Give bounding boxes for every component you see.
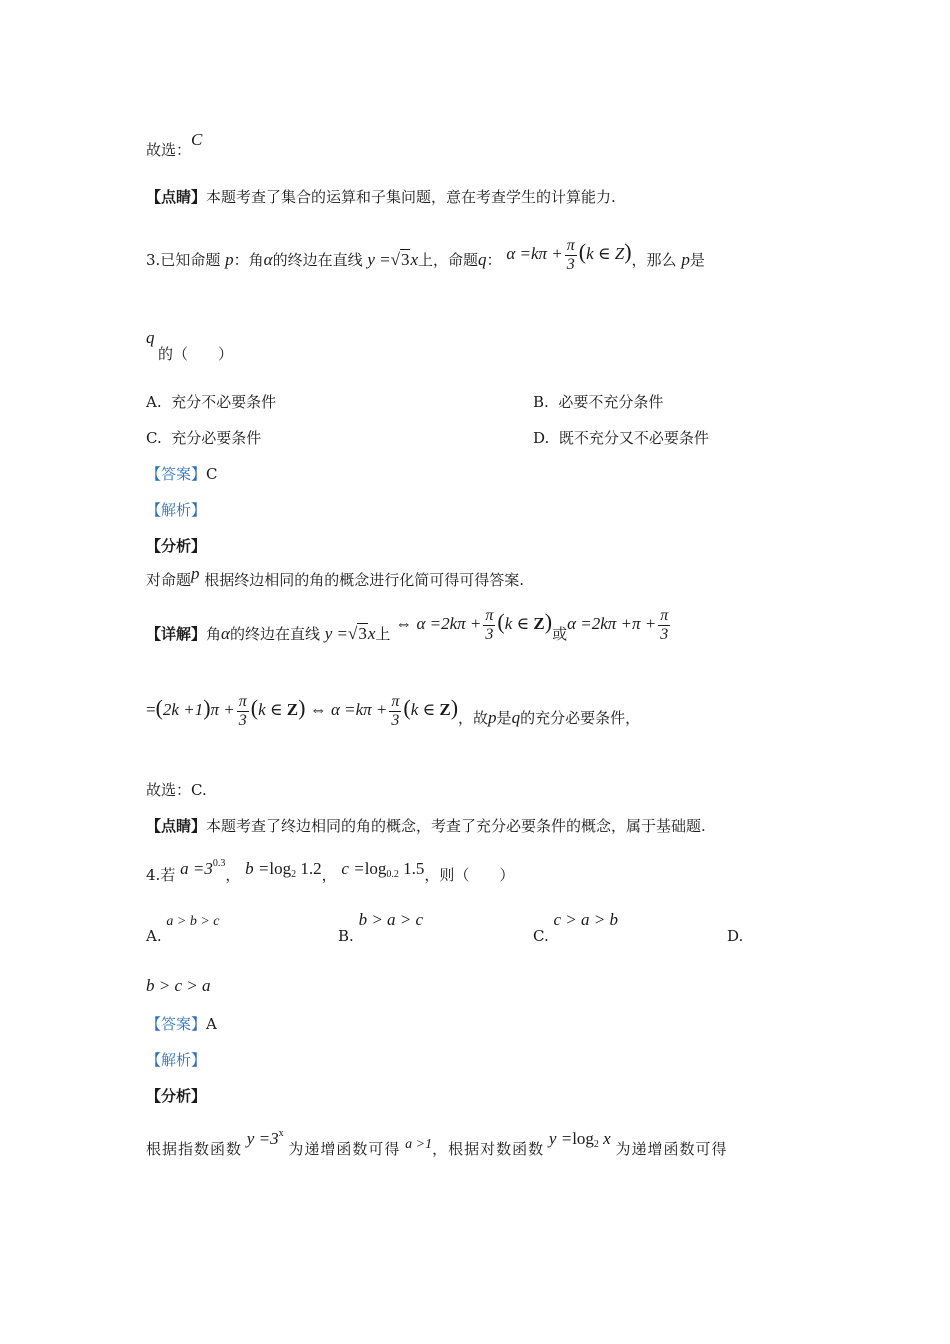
q3-fenxi-label: 【分析】 [146, 537, 207, 555]
q3-option-c: C. 充分必要条件 [146, 429, 262, 447]
q3-text-3: 的终边在直线 [272, 251, 363, 269]
q3-text-1: 已知命题 [160, 251, 221, 269]
q3-conclude: 故选：C. [146, 781, 207, 799]
q3-option-d: D. 既不充分又不必要条件 [533, 429, 709, 447]
q4-fenxi-text: 根据指数函数 $y =3^x$ 为递增函数可得 a >1，根据对数函数 $y =\log_2$ x 为递增函数可得 [146, 1128, 728, 1158]
q3-text-8: 的（ ） [158, 345, 234, 363]
q4-option-c: C. c > a > b [533, 910, 618, 945]
q3-text-6: ，那么 [631, 251, 677, 269]
prev-answer-line [146, 130, 203, 159]
q4-option-b-expr: b > a > c [358, 910, 424, 929]
q3-text-5: ： [486, 251, 502, 269]
q4-b-def: $b =\log_2$ 1.2 [245, 859, 322, 880]
q3-answer-label: 【答案】 [146, 465, 207, 483]
q3-detail-eq-3: =(2k +1)π + $\frac{\pi}{3}$ (k ∈ Z) ⇔ α =kπ + $\frac{\pi}{3}$ (k ∈ Z) [146, 692, 459, 729]
q4-option-a-expr: a > b > c [166, 914, 220, 929]
q3-detail-1: 【详解】角α的终边在直线 y =√3x上 ⇔ α =2kπ + $\frac{\pi}{3}$ (k ∈ Z)或α =2kπ +π + $\frac{\pi}{3}$ [146, 612, 672, 654]
q3-detail-eq-1: ⇔ α =2kπ + $\frac{\pi}{3}$ (k ∈ Z) [395, 606, 553, 643]
q3-q-symbol: q [478, 250, 487, 269]
q3-q-equation: α =kπ + $\frac{\pi}{3}$ (k ∈ Z) [506, 236, 632, 273]
q3-answer [146, 464, 218, 484]
q4-option-a: A. a > b > c [146, 914, 220, 945]
q3-text-2: ：角 [233, 251, 264, 269]
q4-stem: 4.若 $a =3^{0.3}$， $b =\log_2$ 1.2， $c =\log_{0.2}$ 1.5，则（ ） [146, 858, 515, 884]
prev-answer-prefix: 故选： [146, 141, 192, 159]
q3-line-equation: y =√3x [367, 250, 419, 269]
q4-c-def: $c =\log_{0.2}$ 1.5 [341, 859, 425, 880]
q3-stem-cont [146, 328, 155, 348]
prev-answer-letter: C [191, 130, 203, 149]
q4-log-func: $y =\log_2$ x [548, 1129, 611, 1150]
q4-fenxi-label: 【分析】 [146, 1087, 207, 1105]
q3-detail-line-eq: y =√3x [324, 624, 376, 643]
q4-option-b: B. b > a > c [338, 910, 424, 945]
q4-answer: 【答案】A [146, 1015, 217, 1033]
q4-option-d: D. [727, 927, 744, 945]
q4-option-c-expr: c > a > b [553, 910, 618, 929]
q3-q-symbol-2: q [146, 328, 155, 347]
prev-comment [146, 187, 616, 207]
q4-option-d-expr: b > c > a [146, 976, 211, 995]
q3-detail-eq-2: α =2kπ +π + $\frac{\pi}{3}$ [567, 606, 669, 643]
q3-fenxi-text: 对命题p 根据终边相同的角的概念进行化简可得可得答案. [146, 564, 525, 589]
q3-option-b: B. 必要不充分条件 [533, 393, 664, 411]
q3-option-a: A. 充分不必要条件 [146, 393, 277, 411]
q3-stem [146, 238, 705, 280]
prev-comment-text: 本题考查了集合的运算和子集问题，意在考查学生的计算能力. [206, 188, 616, 206]
q3-comment: 【点睛】本题考查了终边相同的角的概念，考查了充分必要条件的概念，属于基础题. [146, 817, 706, 835]
q3-number: 3. [146, 251, 161, 269]
q3-p-symbol: p [225, 250, 234, 269]
q3-detail-2: =(2k +1)π + $\frac{\pi}{3}$ (k ∈ Z) ⇔ α =kπ + $\frac{\pi}{3}$ (k ∈ Z)，故p是q的充分必要条件， [146, 692, 641, 729]
q4-exp-func: $y =3^x$ [246, 1128, 284, 1148]
q4-a-def: $a =3^{0.3}$ [180, 858, 226, 878]
q3-jiexi: 【解析】 [146, 501, 207, 519]
q4-jiexi: 【解析】 [146, 1051, 207, 1069]
q3-alpha-symbol: α [263, 250, 273, 269]
prev-comment-label: 【点睛】 [146, 188, 207, 206]
q3-p-symbol-2: p [681, 250, 690, 269]
q3-stem-cont-text [158, 344, 233, 364]
q3-text-4: 上，命题 [418, 251, 479, 269]
q4-a-gt-1: a >1 [405, 1137, 433, 1152]
q3-text-7: 是 [689, 251, 705, 269]
q3-answer-value: C [206, 465, 218, 483]
